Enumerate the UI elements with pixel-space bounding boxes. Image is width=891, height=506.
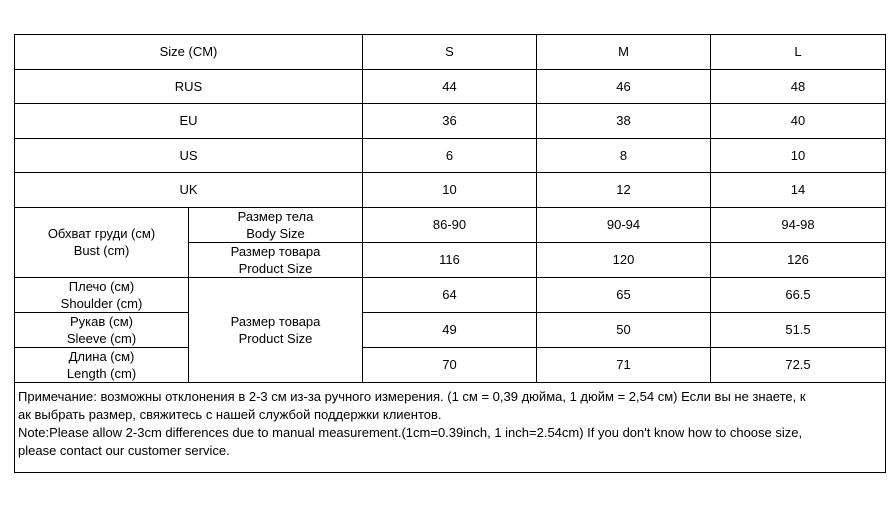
cell-bust-product-s: 116 — [363, 242, 537, 277]
cell-rus-l: 48 — [711, 69, 886, 104]
cell-bust-product-l: 126 — [711, 242, 886, 277]
size-m-header: M — [537, 35, 711, 70]
cell-shoulder-m: 65 — [537, 277, 711, 312]
table-row-uk — [15, 173, 886, 208]
table-row-us — [15, 138, 886, 173]
cell-shoulder-l: 66.5 — [711, 277, 886, 312]
cell-eu-s: 36 — [363, 104, 537, 139]
note-row — [15, 382, 886, 472]
sleeve-label — [15, 312, 189, 347]
cell-eu-l: 40 — [711, 104, 886, 139]
cell-bust-body-l: 94-98 — [711, 207, 886, 242]
cell-us-l: 10 — [711, 138, 886, 173]
size-l-header: L — [711, 35, 886, 70]
sleeve-label-ru: Рукав (см) — [70, 313, 133, 329]
table-row-shoulder — [15, 277, 886, 312]
length-label-en: Length (cm) — [66, 365, 137, 381]
cell-uk-m: 12 — [537, 173, 711, 208]
cell-shoulder-s: 64 — [363, 277, 537, 312]
shoulder-label-en: Shoulder (cm) — [60, 295, 143, 311]
cell-length-m: 71 — [537, 347, 711, 382]
length-label — [15, 347, 189, 382]
row-label-eu: EU — [15, 104, 363, 139]
cell-sleeve-m: 50 — [537, 312, 711, 347]
cell-uk-s: 10 — [363, 173, 537, 208]
product-size-label-ru: Размер товара — [230, 243, 321, 259]
row-label-rus: RUS — [15, 69, 363, 104]
size-s-header: S — [363, 35, 537, 70]
cell-us-m: 8 — [537, 138, 711, 173]
cell-sleeve-l: 51.5 — [711, 312, 886, 347]
cell-rus-s: 44 — [363, 69, 537, 104]
sleeve-label-en: Sleeve (cm) — [66, 330, 137, 346]
row-label-us: US — [15, 138, 363, 173]
cell-length-s: 70 — [363, 347, 537, 382]
cell-bust-body-m: 90-94 — [537, 207, 711, 242]
header-row — [15, 35, 886, 70]
table-row-length — [15, 347, 886, 382]
body-size-label-ru: Размер тела — [237, 208, 314, 224]
bust-label-ru: Обхват груди (см) — [47, 226, 156, 241]
body-size-label — [189, 207, 363, 242]
note-line-3: Note:Please allow 2-3cm differences due to manual measurement.(1cm=0.39inch, 1 inch=2.54cm) If you don't know how to choose size, — [18, 424, 803, 440]
table-row-eu — [15, 104, 886, 139]
shoulder-label-ru: Плечо (см) — [68, 278, 135, 294]
note-line-1: Примечание: возможны отклонения в 2-3 см из-за ручного измерения. (1 см = 0,39 дюйма, 1 дюйм = 2,54 см) Если вы не знаете, к — [18, 388, 806, 404]
product-group-label-en: Product Size — [238, 330, 313, 346]
table-row-sleeve — [15, 312, 886, 347]
product-group-label-ru: Размер товара — [230, 313, 321, 329]
cell-bust-body-s: 86-90 — [363, 207, 537, 242]
cell-bust-product-m: 120 — [537, 242, 711, 277]
table-row-bust-body — [15, 207, 886, 242]
note-line-4: please contact our customer service. — [18, 442, 230, 458]
bust-label — [15, 207, 189, 277]
bust-label-en: Bust (cm) — [73, 243, 130, 258]
body-size-label-en: Body Size — [246, 225, 305, 241]
cell-uk-l: 14 — [711, 173, 886, 208]
row-label-uk: UK — [15, 173, 363, 208]
cell-eu-m: 38 — [537, 104, 711, 139]
shoulder-label — [15, 277, 189, 312]
cell-length-l: 72.5 — [711, 347, 886, 382]
table-row-rus — [15, 69, 886, 104]
product-size-label-en: Product Size — [238, 260, 313, 276]
length-label-ru: Длина (см) — [68, 348, 135, 364]
cell-us-s: 6 — [363, 138, 537, 173]
product-size-label — [189, 242, 363, 277]
size-cm-header: Size (CM) — [15, 35, 363, 70]
measurement-note — [15, 382, 886, 472]
size-chart-table — [14, 34, 886, 473]
cell-rus-m: 46 — [537, 69, 711, 104]
note-line-2: ак выбрать размер, свяжитесь с нашей службой поддержки клиентов. — [18, 406, 442, 422]
cell-sleeve-s: 49 — [363, 312, 537, 347]
product-size-group-label — [189, 277, 363, 382]
